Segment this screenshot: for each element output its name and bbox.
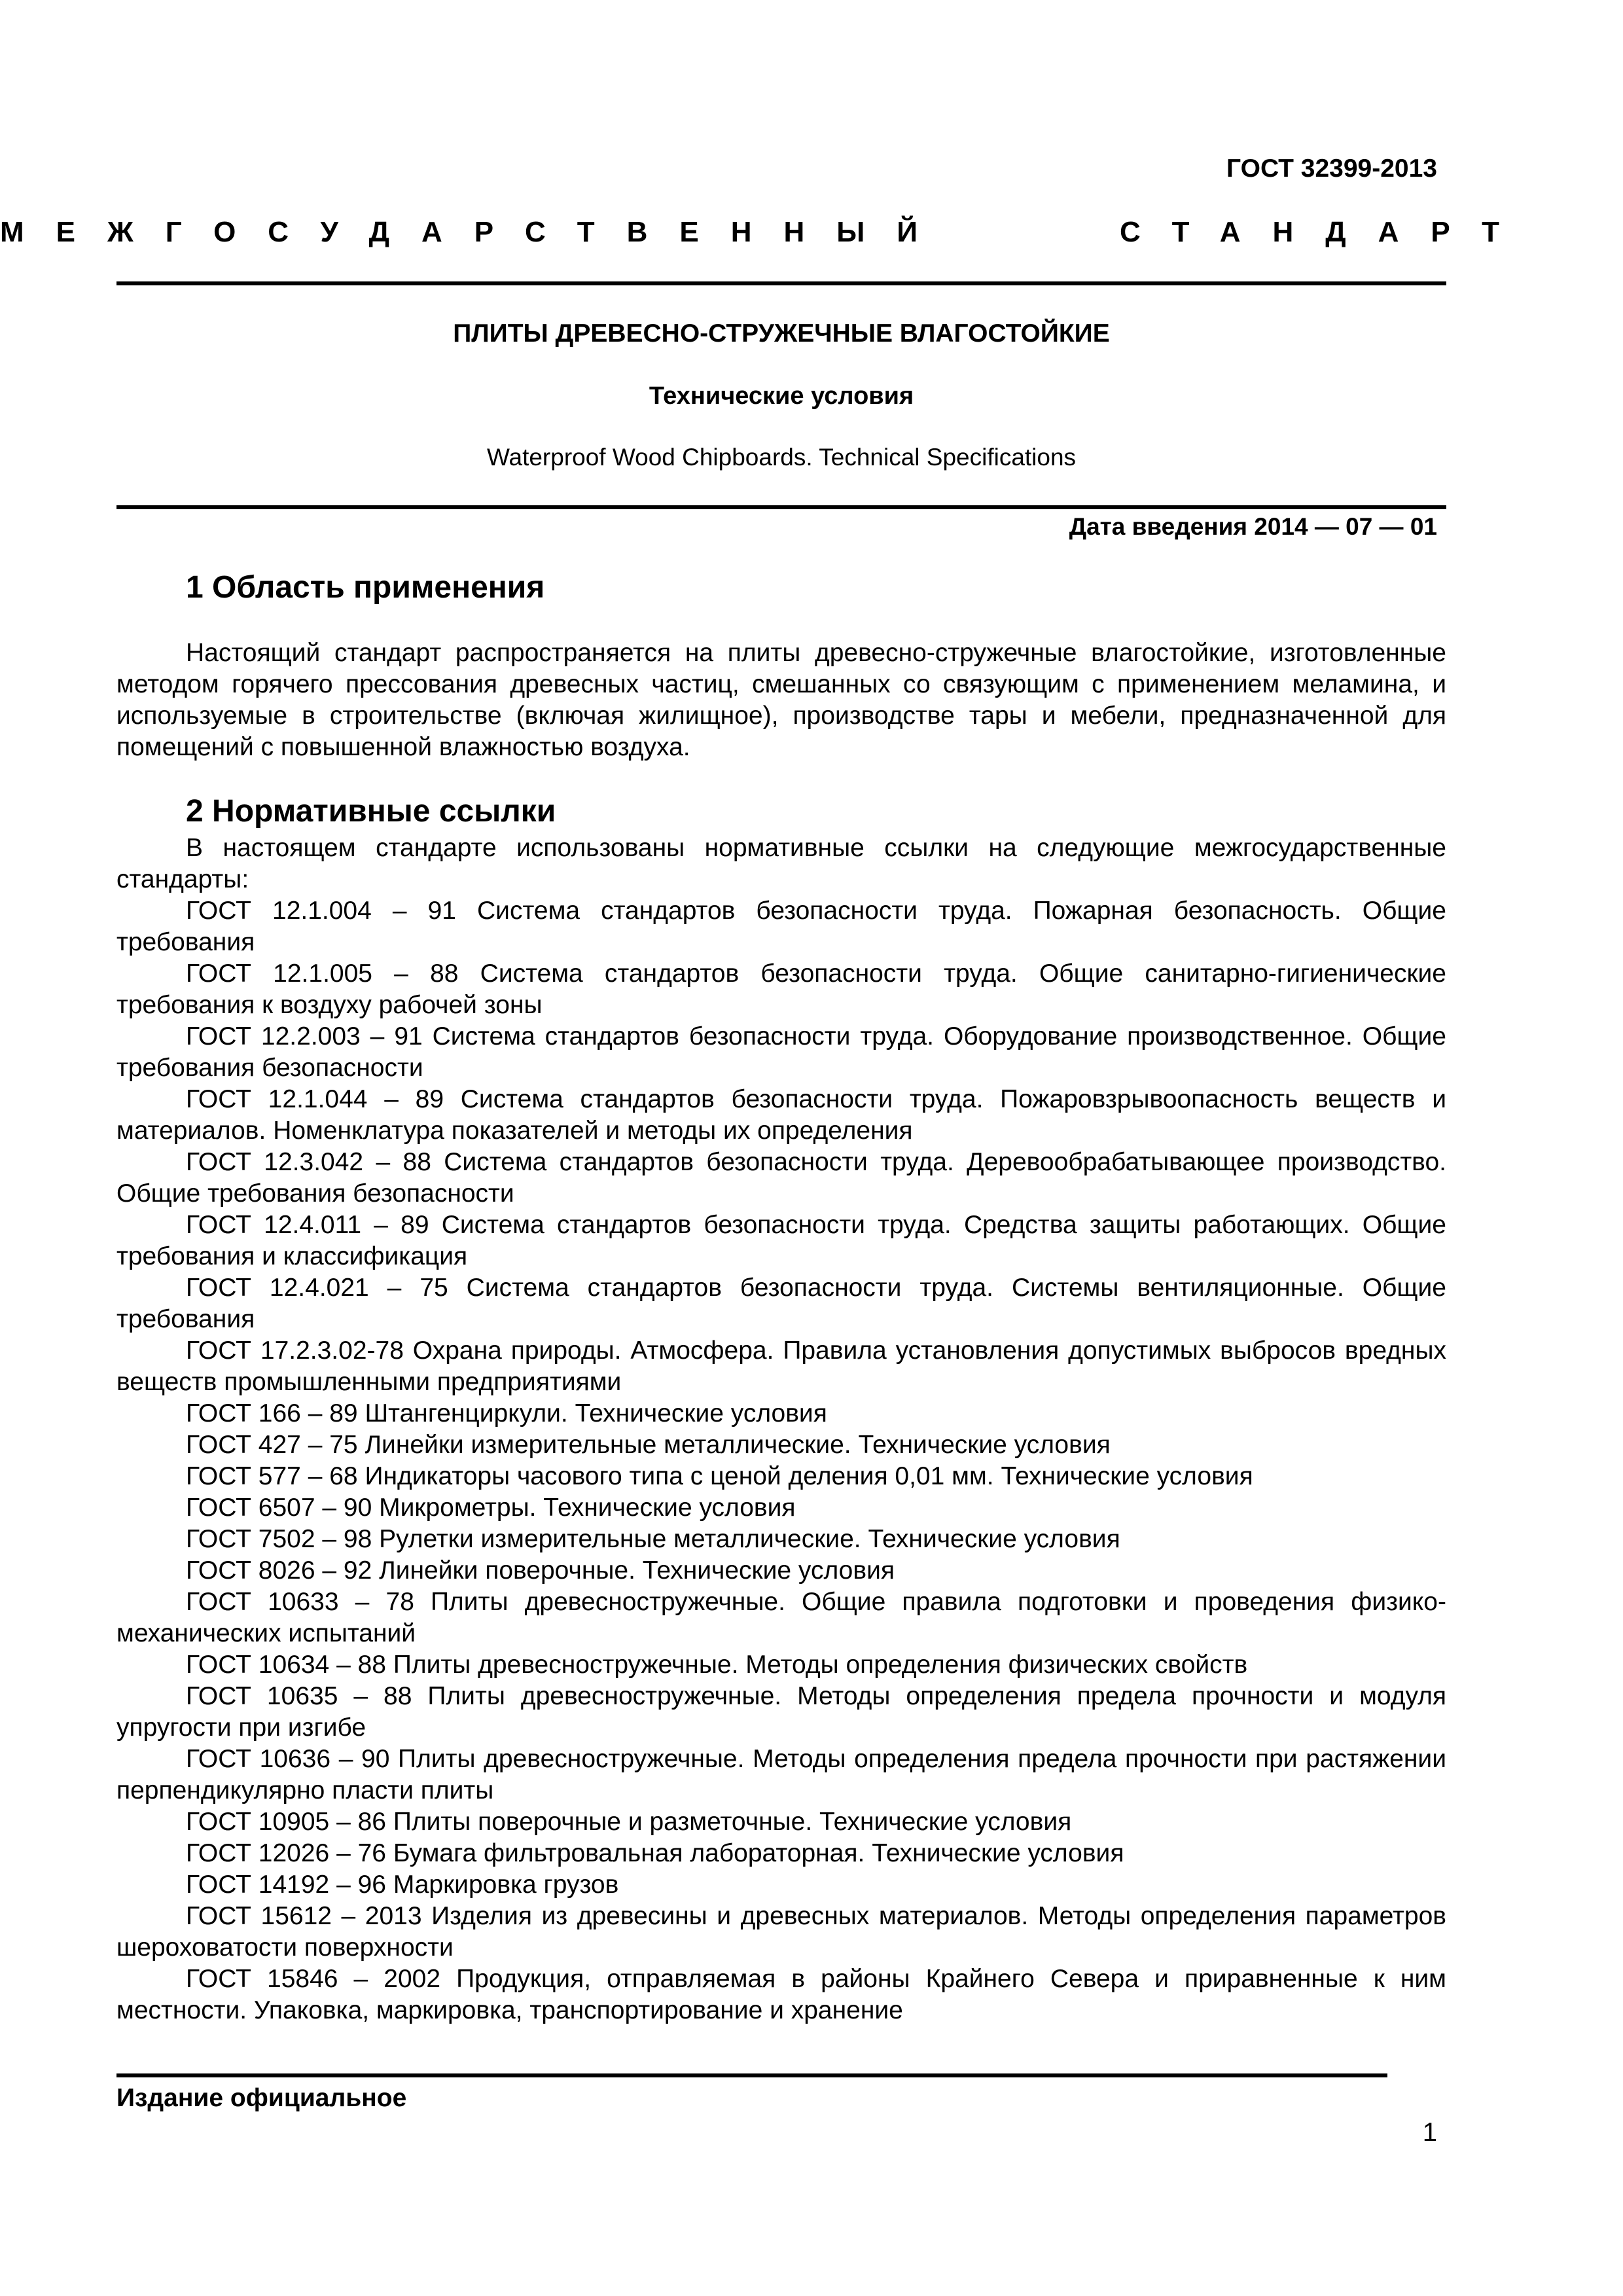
reference-item: ГОСТ 427 – 75 Линейки измерительные металлические. Технические условия: [186, 1431, 1111, 1459]
introduction-date: Дата введения 2014 — 07 — 01: [1069, 513, 1437, 540]
reference-item: ГОСТ 7502 – 98 Рулетки измерительные металлические. Технические условия: [186, 1525, 1120, 1553]
reference-item: ГОСТ 12026 – 76 Бумага фильтровальная лабораторная. Технические условия: [186, 1839, 1124, 1867]
reference-item: ГОСТ 15846 – 2002 Продукция, отправляемая в районы Крайнего Севера и приравненные к ним местности. Упаковка, маркировка, транспортирование и хранение: [116, 1965, 1446, 2024]
official-edition-label: Издание официальное: [116, 2084, 407, 2112]
normative-references: [116, 833, 1446, 2026]
standard-number: ГОСТ 32399-2013: [1226, 154, 1437, 183]
interstate-word: МЕЖГОСУДАРСТВЕННЫЙ: [0, 216, 950, 248]
reference-item: ГОСТ 12.1.004 – 91 Система стандартов безопасности труда. Пожарная безопасность. Общие требования: [116, 897, 1446, 956]
reference-item: ГОСТ 8026 – 92 Линейки поверочные. Технические условия: [186, 1556, 895, 1585]
reference-item: ГОСТ 12.1.044 – 89 Система стандартов безопасности труда. Пожаровзрывоопасность веществ и материалов. Номенклатура показателей и методы их определения: [116, 1085, 1446, 1145]
page-number: 1: [1422, 2118, 1437, 2147]
reference-item: ГОСТ 12.1.005 – 88 Система стандартов безопасности труда. Общие санитарно-гигиенические требования к воздуху рабочей зоны: [116, 960, 1446, 1019]
document-subtitle: Технические условия: [649, 382, 914, 410]
standard-word: СТАНДАРТ: [1119, 216, 1532, 248]
reference-item: ГОСТ 17.2.3.02-78 Охрана природы. Атмосфера. Правила установления допустимых выбросов вредных веществ промышленными предприятиями: [116, 1336, 1446, 1396]
section-2-heading: 2 Нормативные ссылки: [186, 794, 556, 829]
title-rule: [116, 505, 1446, 509]
interstate-standard-banner: [0, 216, 1532, 249]
document-title: ПЛИТЫ ДРЕВЕСНО-СТРУЖЕЧНЫЕ ВЛАГОСТОЙКИЕ: [453, 319, 1110, 348]
reference-item: ГОСТ 10905 – 86 Плиты поверочные и разметочные. Технические условия: [186, 1808, 1072, 1836]
reference-item: ГОСТ 10635 – 88 Плиты древесностружечные. Методы определения предела прочности и модуля упругости при изгибе: [116, 1682, 1446, 1742]
reference-item: ГОСТ 577 – 68 Индикаторы часового типа с ценой деления 0,01 мм. Технические условия: [186, 1462, 1253, 1490]
english-title: Waterproof Wood Chipboards. Technical Specifications: [486, 444, 1077, 471]
reference-item: ГОСТ 12.3.042 – 88 Система стандартов безопасности труда. Деревообрабатывающее производство. Общие требования безопасности: [116, 1148, 1446, 1208]
reference-item: ГОСТ 12.2.003 – 91 Система стандартов безопасности труда. Оборудование производственное. Общие требования безопасности: [116, 1022, 1446, 1082]
reference-item: ГОСТ 10634 – 88 Плиты древесностружечные. Методы определения физических свойств: [186, 1651, 1248, 1679]
reference-item: ГОСТ 12.4.021 – 75 Система стандартов безопасности труда. Системы вентиляционные. Общие требования: [116, 1274, 1446, 1333]
reference-item: ГОСТ 14192 – 96 Маркировка грузов: [186, 1871, 619, 1899]
reference-item: ГОСТ 15612 – 2013 Изделия из древесины и древесных материалов. Методы определения параметров шероховатости поверхности: [116, 1902, 1446, 1962]
reference-item: ГОСТ 166 – 89 Штангенциркули. Технические условия: [186, 1399, 827, 1427]
scope-paragraph: Настоящий стандарт распространяется на плиты древесно-стружечные влагостойкие, изготовленные методом горячего прессования древесных частиц, смешанных со связующим с применением меламина, и используемые в строительстве (включая жилищное), производстве тары и мебели, предназначенной для помещений с повышенной влажностью воздуха.: [116, 639, 1446, 761]
section-1-heading: 1 Область применения: [186, 570, 545, 605]
reference-item: ГОСТ 6507 – 90 Микрометры. Технические условия: [186, 1494, 796, 1522]
top-rule: [116, 281, 1446, 285]
section-1-text: [116, 637, 1446, 763]
references-intro: В настоящем стандарте использованы нормативные ссылки на следующие межгосударственные стандарты:: [116, 834, 1446, 893]
reference-item: ГОСТ 10636 – 90 Плиты древесностружечные. Методы определения предела прочности при растяжении перпендикулярно пласти плиты: [116, 1745, 1446, 1804]
reference-item: ГОСТ 12.4.011 – 89 Система стандартов безопасности труда. Средства защиты работающих. Общие требования и классификация: [116, 1211, 1446, 1270]
footer-rule: [116, 2073, 1387, 2077]
reference-item: ГОСТ 10633 – 78 Плиты древесностружечные. Общие правила подготовки и проведения физико-механических испытаний: [116, 1588, 1446, 1647]
